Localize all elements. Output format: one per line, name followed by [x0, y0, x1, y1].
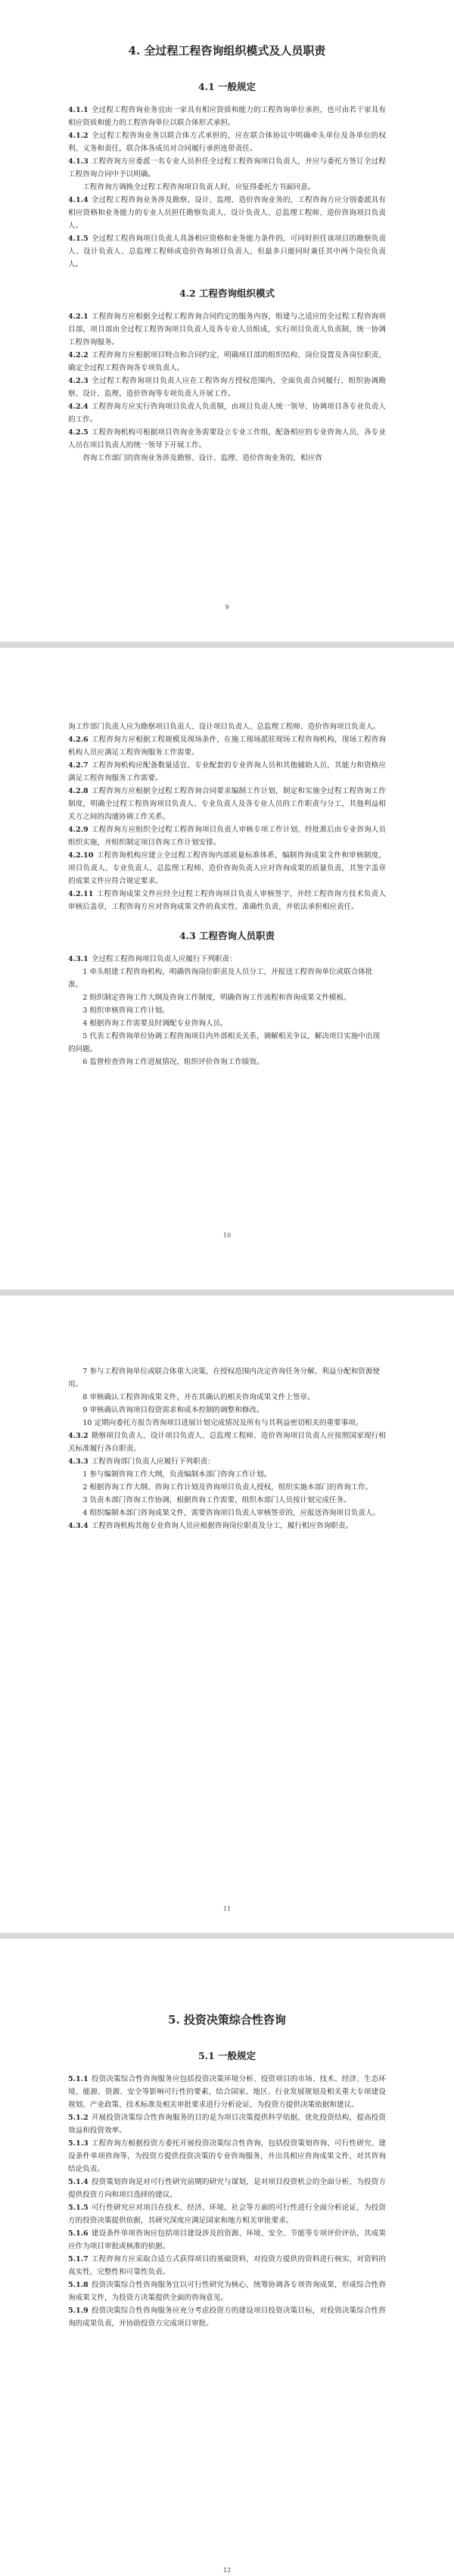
list-item: 10 定期向委托方报告咨询项目进展计划完成情况及所有与其利益密切相关的重要事项。: [82, 1419, 363, 1427]
clause-number: 4.3.2: [68, 1432, 89, 1440]
clause-text: 勘察项目负责人、设计项目负责人、总监理工程师、造价咨询项目负责人应按照国家现行相关标准履行各自职责。: [68, 1432, 386, 1453]
clause-paragraph: [68, 1430, 386, 1455]
page-number: 11: [222, 1906, 232, 1912]
clause-number: 5.1.6: [68, 2229, 89, 2238]
section-body: [68, 953, 386, 1069]
clause-number: 4.2.4: [68, 403, 89, 411]
clause-text: 工程咨询方调换全过程工程咨询项目负责人时，应征得委托方书面同意。: [82, 183, 316, 191]
clause-number: 4.2.9: [68, 826, 89, 834]
document-page-1: [0, 0, 454, 642]
list-item: 2 根据咨询工作大纲、咨询工作计划及咨询项目负责人授权，组织实施本部门的咨询工作。: [82, 1483, 373, 1492]
chapter-title: 5. 投资决策综合性咨询: [168, 2013, 286, 2027]
list-item: 9 审核确认咨询项目投资需求和成本控制的调整和修改。: [82, 1406, 264, 1414]
clause-paragraph: [68, 129, 386, 155]
clause-text: 工程咨询方应根据工程规模及现场条件，在施工现场派驻现场工程咨询机构，现场工程咨询机构人员应满足工程咨询服务工作需要。: [68, 736, 386, 757]
clause-number: 4.2.1: [68, 313, 89, 321]
clause-paragraph: [68, 181, 386, 194]
clause-paragraph: [68, 2279, 386, 2304]
clause-text: 投资策划咨询是对可行性研究前期的研究与谋划，是对项目投资机会的全面分析，为投资方提供投资方向和项目选择的建议。: [68, 2178, 386, 2199]
clause-paragraph: [68, 2304, 386, 2330]
page-number: 12: [222, 2567, 232, 2574]
list-item: 6 监督检查咨询工作进展情况，组织评价咨询工作绩效。: [82, 1058, 264, 1066]
clause-text: 询工作部门负责人应为勘察项目负责人、设计项目负责人、总监理工程师、造价咨询项目负责人。: [68, 723, 381, 731]
list-item: 4 组织编制本部门咨询成果文件，需要咨询项目负责人审核签章的，应报送咨询项目负责人。: [82, 1509, 381, 1517]
list-item: 1 牵头组建工程咨询机构，明确咨询岗位职责及人员分工，并报送工程咨询单位或联合体批准。: [68, 968, 373, 989]
clause-text: 工程咨询机构应建立全过程工程咨询内部质量标准体系，编制咨询成果文件和审核制度，项目负责人、专业负责人、总监理工程师、造价咨询负责人应对咨询成果的质量负责，其签字盖章的成果文件应符合规定要求。: [68, 851, 386, 885]
section-body: [68, 310, 386, 465]
clause-number: 5.1.3: [68, 2139, 89, 2148]
clause-text: 工程咨询机构应配备数量适宜、专业配套的专业咨询人员和其他辅助人员，其能力和资格应满足工程咨询服务工作需要。: [68, 761, 386, 782]
clause-number: 5.1.8: [68, 2281, 89, 2289]
section-title: 5.1 一般规定: [197, 2050, 257, 2061]
clause-paragraph: [68, 1455, 386, 1468]
clause-text: 全过程工程咨询业务宜由一家具有相应资质和能力的工程咨询单位承担，也可由若干家具有相应资质和能力的工程咨询单位以联合体形式承担。: [68, 106, 386, 127]
section-body: [68, 1365, 386, 1532]
clause-text: 咨询工作部门的咨询业务涉及勘察、设计、监理、造价咨询业务的，相应咨: [82, 454, 322, 462]
clause-paragraph: [68, 2227, 386, 2253]
clause-number: 5.1.2: [68, 2114, 89, 2122]
clause-number: 4.2.8: [68, 787, 89, 795]
clause-number: 4.3.4: [68, 1522, 89, 1530]
clause-number: 4.3.3: [68, 1458, 89, 1466]
clause-number: 5.1.4: [68, 2178, 89, 2186]
clause-text: 全过程工程咨询业务以联合体方式承担的，应在联合体协议中明确牵头单位及各单位的权利、义务和责任，联合体各成员对合同履行承担连带责任。: [68, 132, 386, 153]
clause-paragraph: [68, 104, 386, 129]
clause-paragraph: [68, 720, 386, 733]
clause-number: 4.1.5: [68, 235, 89, 243]
clause-text: 工程咨询方应实行咨询项目负责人负责制，由项目负责人统一领导、协调项目各专业负责人的工作。: [68, 403, 386, 424]
clause-paragraph: [68, 310, 386, 349]
list-item: 3 组织审核咨询工作计划。: [82, 1006, 169, 1015]
list-item: 7 参与工程咨询单位或联合体重大决策，在授权范围内决定咨询任务分解、利益分配和资源使用。: [68, 1367, 381, 1389]
clause-text: 全过程工程咨询项目负责人应在工程咨询方授权范围内，全面负责合同履行，组织协调勘察、设计、监理、造价咨询等专项负责人开展工作。: [68, 377, 386, 398]
clause-text: 开展投资决策综合性咨询服务的目的是为项目决策提供科学依据，优化投资结构，提高投资效益和投资效率。: [68, 2114, 386, 2135]
clause-text: 工程咨询成果文件应经全过程工程咨询项目负责人审核签字，并经工程咨询方技术负责人审核后盖章，工程咨询方应对咨询成果文件的真实性、准确性负责，并依法承担相应责任。: [68, 890, 386, 911]
clause-text: 全过程工程咨询项目负责人应履行下列职责：: [91, 955, 237, 963]
clause-number: 5.1.7: [68, 2255, 89, 2263]
clause-text: 工程咨询机构其他专业咨询人员应根据咨询岗位职责及分工，履行相应咨询职责。: [91, 1522, 353, 1530]
clause-paragraph: [68, 759, 386, 785]
clause-text: 可行性研究应对项目在技术、经济、环境、社会等方面的可行性进行全面分析论证，为投资方的投资决策提供依据，其研究深度应满足国家和地方相关审批要求。: [68, 2204, 386, 2225]
clause-text: 工程咨询方应根据项目特点和合同约定，明确项目部的组织结构、岗位设置及各岗位职责，确定全过程工程咨询各专项负责人。: [68, 351, 386, 372]
clause-text: 建设条件单项咨询应包括项目建设涉及的资源、环境、安全、节能等专项评价评估，其成果应作为项目审批或核准的依据。: [68, 2229, 386, 2251]
chapter-title: 4. 全过程工程咨询组织模式及人员职责: [128, 44, 326, 58]
clause-number: 5.1.9: [68, 2307, 89, 2315]
clause-paragraph: [68, 2111, 386, 2137]
list-item: 5 代表工程咨询单位协调工程咨询项目内外部相关关系，调解相关争议，解决项目实施中出现的问题。: [68, 1032, 381, 1053]
clause-text: 工程咨询方应组织全过程工程咨询项目负责人审核专项工作计划，经批准后由专业咨询人员组织实施，并组织制定项目咨询工作计划安排。: [68, 826, 386, 847]
clause-paragraph: [68, 2073, 386, 2111]
section-title: 4.2 工程咨询组织模式: [179, 288, 275, 299]
clause-paragraph: [68, 823, 386, 849]
clause-paragraph: [68, 349, 386, 375]
clause-paragraph: [68, 888, 386, 913]
clause-paragraph: [68, 400, 386, 426]
clause-text: 投资决策综合性咨询服务应包括投资决策环境分析、投资项目的市场、技术、经济、生态环境、能源、资源、安全等影响可行性的要素，结合国家、地区、行业发展规划及相关重大专项建设规划、产业政策、技术标准及相关审批要求进行分析论证，为投资方提供决策依据和建议。: [68, 2075, 386, 2109]
clause-number: 4.2.6: [68, 736, 89, 744]
clause-text: 工程咨询方应采取合适方式获得项目的基础资料，对投资方提供的资料进行核实，对资料的真实性、完整性和可靠性负责。: [68, 2255, 386, 2276]
clause-number: 4.3.1: [68, 955, 89, 963]
clause-paragraph: [68, 1520, 386, 1532]
section-title: 4.1 一般规定: [197, 81, 257, 92]
clause-number: 4.2.7: [68, 761, 89, 770]
clause-number: 4.1.2: [68, 132, 89, 140]
clause-text: 工程咨询机构可根据项目咨询业务需要设立专业工作组，配备相应的专业咨询人员，各专业人员在项目负责人的统一领导下开展工作。: [68, 428, 386, 450]
clause-number: 4.2.5: [68, 428, 89, 437]
clause-number: 4.2.11: [68, 890, 94, 898]
document-page-3: [0, 1296, 454, 1933]
clause-number: 4.1.3: [68, 157, 89, 166]
section-body: [68, 104, 386, 271]
clause-paragraph: [68, 232, 386, 271]
list-item: 3 负责本部门咨询工作协调，根据咨询工作需要，组织本部门人员按计划完成任务。: [82, 1496, 351, 1504]
clause-paragraph: [68, 194, 386, 232]
page-number: 10: [222, 1232, 232, 1239]
clause-paragraph: [68, 375, 386, 400]
clause-text: 投资决策综合性咨询服务宜以可行性研究为核心，统筹协调各专项咨询成果，形成综合性咨询成果文件，为投资方决策提供全面的咨询意见。: [68, 2281, 386, 2302]
clause-number: 4.1.1: [68, 106, 89, 114]
clause-number: 4.2.2: [68, 351, 89, 359]
clause-text: 工程咨询方应根据全过程工程咨询合同要求编制工作计划，制定和实施全过程工程咨询工作制度，明确全过程工程咨询项目负责人、专业负责人及各专业人员的工作职责与分工，其他利益相关方之间的沟通协调工作关系。: [68, 787, 386, 821]
clause-text: 全过程工程咨询业务涉及勘察、设计、监理、造价咨询业务的，工程咨询方应分别委派具有相应资格和业务能力的专业人员担任勘察负责人、设计负责人、总监理工程师、造价咨询项目负责人。: [68, 196, 386, 230]
clause-number: 5.1.1: [68, 2075, 89, 2083]
clause-number: 4.2.10: [68, 851, 94, 860]
document-page-2: [0, 648, 454, 1290]
clause-paragraph: [68, 849, 386, 888]
clause-text: 工程咨询方应委派一名专业人员担任全过程工程咨询项目负责人，并应与委托方签订全过程工程咨询合同中予以明确。: [68, 157, 386, 179]
section-body: [68, 720, 386, 913]
clause-text: 全过程工程咨询项目负责人具备相应资格和业务能力条件的，可同时担任该项目的勘察负责人、设计负责人、总监理工程师或造价咨询项目负责人，但最多只能同时兼任其中两个岗位负责人。: [68, 235, 386, 269]
clause-paragraph: [68, 953, 386, 966]
clause-text: 投资决策综合性咨询服务应充分考虑投资方的建设项目投资决策目标，对投资决策综合性咨询的成果负责，并协助投资方完成项目审批。: [68, 2307, 386, 2328]
clause-number: 4.2.3: [68, 377, 89, 385]
list-item: 8 审核确认工程咨询成果文件，并在其确认的相关咨询成果文件上签章。: [82, 1393, 315, 1402]
clause-text: 工程咨询方根据投资方委托开展投资决策综合性咨询，包括投资策划咨询、可行性研究、建设条件单项咨询等，为投资方提供投资决策的专业咨询服务，并出具相应咨询成果文件，对其咨询结论负责。: [68, 2139, 386, 2173]
clause-paragraph: [68, 2137, 386, 2176]
section-title: 4.3 工程咨询人员职责: [179, 930, 275, 941]
list-item: 2 组织制定咨询工作大纲及咨询工作制度，明确咨询工作流程和咨询成果文件模板。: [82, 994, 351, 1002]
clause-paragraph: [68, 785, 386, 823]
clause-paragraph: [68, 426, 386, 452]
list-item: 4 根据咨询工作需要及时调配专业咨询人员。: [82, 1019, 228, 1028]
page-number: 9: [225, 604, 229, 611]
list-item: 1 参与编制咨询工作大纲，负责编制本部门咨询工作计划。: [82, 1470, 272, 1479]
clause-paragraph: [68, 2176, 386, 2201]
document-page-4: [0, 1939, 454, 2576]
clause-number: 5.1.5: [68, 2204, 89, 2212]
clause-text: 工程咨询方应根据全过程工程咨询合同约定的服务内容，组建与之适应的全过程工程咨询项目部，项目部由全过程工程咨询项目负责人及各专业人员组成，实行项目负责人负责制，统一协调工程咨询服务。: [68, 313, 386, 347]
clause-text: 工程咨询部门负责人应履行下列职责：: [91, 1458, 215, 1466]
clause-paragraph: [68, 452, 386, 465]
clause-paragraph: [68, 155, 386, 181]
clause-number: 4.1.4: [68, 196, 89, 204]
section-body: [68, 2073, 386, 2330]
clause-paragraph: [68, 2253, 386, 2279]
clause-paragraph: [68, 2201, 386, 2227]
clause-paragraph: [68, 733, 386, 759]
